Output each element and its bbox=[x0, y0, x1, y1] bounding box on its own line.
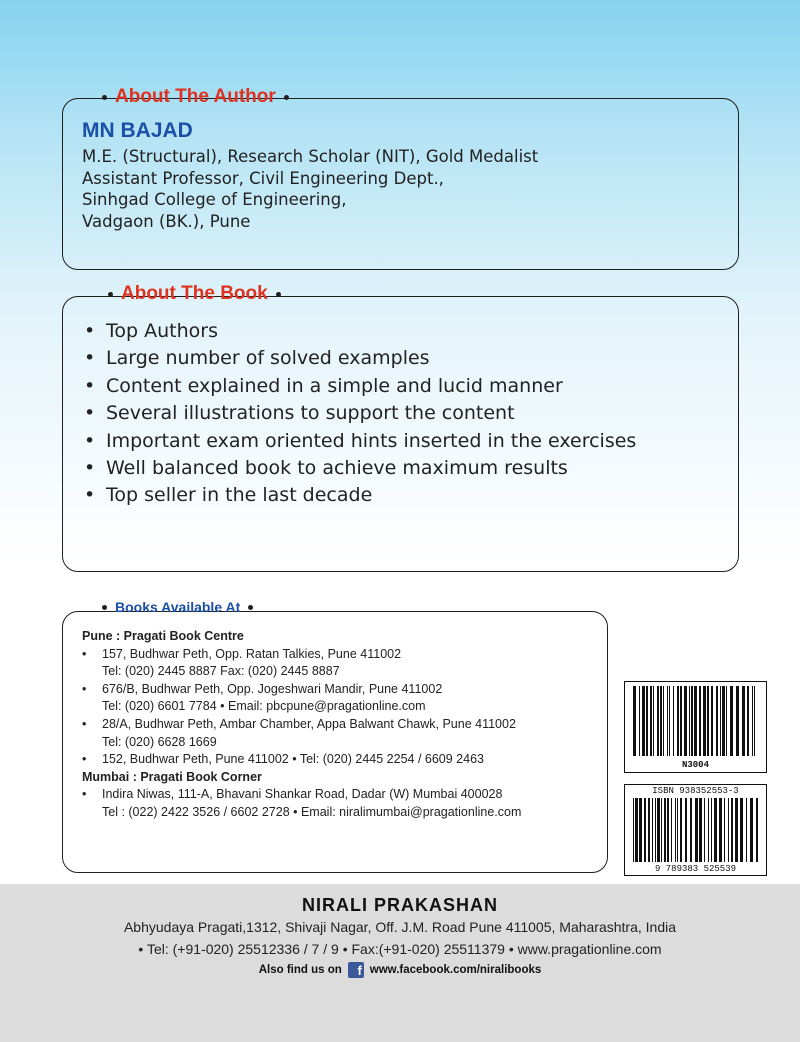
barcode-product bbox=[624, 681, 767, 773]
barcode-bar bbox=[667, 798, 669, 862]
barcode-bar bbox=[694, 686, 697, 756]
barcode-bar bbox=[639, 686, 640, 756]
heading-dot-right bbox=[276, 292, 281, 297]
publisher-address: Abhyudaya Pragati,1312, Shivaji Nagar, Off. J.M. Road Pune 411005, Maharashtra, India bbox=[123, 919, 677, 935]
book-features-list bbox=[84, 318, 636, 510]
author-credential-line: M.E. (Structural), Research Scholar (NIT), Gold Medalist bbox=[82, 147, 539, 166]
barcode-bar bbox=[726, 686, 727, 756]
barcode-bar bbox=[667, 686, 668, 756]
barcode-isbn bbox=[624, 784, 767, 876]
list-item: • 28/A, Budhwar Peth, Ambar Chamber, Appa Balwant Chawk, Pune 411002 bbox=[82, 716, 516, 731]
barcode-bar bbox=[711, 686, 713, 756]
barcode-icon bbox=[631, 686, 760, 756]
barcode-bar bbox=[633, 798, 634, 862]
barcode-bar bbox=[669, 686, 670, 756]
author-credential-line: Vadgaon (BK.), Pune bbox=[82, 211, 251, 231]
barcode-bar bbox=[728, 798, 729, 862]
barcode-bar bbox=[740, 798, 743, 862]
barcode-bar bbox=[742, 686, 745, 756]
barcode-bar bbox=[644, 798, 646, 862]
barcode-bar bbox=[735, 798, 738, 862]
barcode-bar bbox=[720, 686, 721, 756]
publisher-social: Also find us on f www.facebook.com/niralibooks bbox=[258, 963, 542, 978]
about-author-heading: About The Author bbox=[96, 86, 295, 108]
barcode-bar bbox=[663, 686, 664, 756]
barcode-bar bbox=[661, 798, 662, 862]
availability-heading: Books Available At bbox=[96, 599, 259, 615]
barcode-bar bbox=[680, 686, 682, 756]
barcode-bar bbox=[719, 798, 722, 862]
barcode-bar bbox=[648, 798, 650, 862]
list-item: • Indira Niwas, 111-A, Bhavani Shankar Road, Dadar (W) Mumbai 400028 bbox=[82, 787, 503, 802]
barcode-bar bbox=[746, 798, 747, 862]
barcode-bar bbox=[731, 798, 733, 862]
barcode-bar bbox=[756, 798, 758, 862]
barcode-bar bbox=[650, 686, 652, 756]
heading-dot-right bbox=[284, 95, 289, 100]
publisher-contact: • Tel: (+91-020) 25512336 / 7 / 9 • Fax:(+91-020) 25511379 • www.pragationline.com bbox=[138, 941, 662, 957]
barcode-bar bbox=[708, 798, 709, 862]
barcode-bar bbox=[664, 798, 666, 862]
barcode-bar bbox=[657, 798, 660, 862]
barcode-icon bbox=[631, 798, 760, 862]
barcode-bar bbox=[677, 686, 679, 756]
barcode-bar bbox=[685, 798, 687, 862]
barcode-bar bbox=[633, 686, 636, 756]
barcode-bar bbox=[736, 686, 739, 756]
list-item: • Content explained in a simple and lucid manner bbox=[84, 374, 563, 397]
store-contact: Tel : (022) 2422 3526 / 6602 2728 • Email: niralimumbai@pragationline.com bbox=[102, 804, 522, 819]
barcode-bar bbox=[704, 798, 705, 862]
heading-dot-left bbox=[102, 95, 107, 100]
barcode-bar bbox=[750, 798, 753, 862]
barcode-bar bbox=[646, 686, 648, 756]
barcode-bar bbox=[673, 686, 674, 756]
facebook-link[interactable]: www.facebook.com/niralibooks bbox=[369, 964, 542, 976]
list-item: • Several illustrations to support the content bbox=[84, 402, 515, 425]
barcode-bar bbox=[752, 686, 753, 756]
barcode-code: N3004 bbox=[681, 760, 709, 770]
store-contact: Tel: (020) 2445 8887 Fax: (020) 2445 8887 bbox=[102, 664, 340, 679]
barcode-bar bbox=[690, 798, 692, 862]
barcode-bar bbox=[689, 686, 690, 756]
barcode-bar bbox=[699, 798, 702, 862]
about-book-heading: About The Book bbox=[102, 283, 287, 305]
barcode-bar bbox=[639, 798, 642, 862]
author-credentials bbox=[82, 146, 538, 232]
barcode-bar bbox=[642, 686, 645, 756]
publisher-name: NIRALI PRAKASHAN bbox=[302, 895, 498, 915]
heading-dot-left bbox=[108, 292, 113, 297]
barcode-bar bbox=[691, 686, 693, 756]
list-item: • 676/B, Budhwar Peth, Opp. Jogeshwari Mandir, Pune 411002 bbox=[82, 681, 443, 696]
barcode-bar bbox=[671, 798, 672, 862]
list-item: • Large number of solved examples bbox=[84, 347, 430, 370]
barcode-bar bbox=[711, 798, 712, 862]
store-contact: Tel: (020) 6628 1669 bbox=[102, 734, 217, 749]
author-credential-line: Assistant Professor, Civil Engineering Dept., bbox=[82, 168, 444, 188]
barcode-bar bbox=[754, 686, 755, 756]
list-item: • Top Authors bbox=[84, 320, 218, 342]
barcode-bar bbox=[653, 686, 654, 756]
barcode-bar bbox=[675, 798, 676, 862]
barcode-bar bbox=[695, 798, 698, 862]
barcode-bar bbox=[684, 686, 687, 756]
store-contact: Tel: (020) 6601 7784 • Email: pbcpune@pragationline.com bbox=[102, 699, 426, 714]
barcode-bar bbox=[657, 686, 659, 756]
list-item: • 152, Budhwar Peth, Pune 411002 • Tel: (020) 2445 2254 / 6609 2463 bbox=[82, 752, 484, 767]
barcode-bar bbox=[680, 798, 682, 862]
barcode-bar bbox=[655, 798, 656, 862]
barcode-bar bbox=[722, 686, 725, 756]
barcode-bar bbox=[660, 686, 662, 756]
barcode-bar bbox=[677, 798, 678, 862]
barcode-bar bbox=[747, 686, 749, 756]
availability-list bbox=[82, 628, 602, 822]
mumbai-store-title: Mumbai : Pragati Book Corner bbox=[82, 769, 262, 784]
barcode-bar bbox=[714, 798, 717, 862]
author-credential-line: Sinhgad College of Engineering, bbox=[82, 190, 347, 209]
pune-store-title: Pune : Pragati Book Centre bbox=[82, 629, 244, 643]
barcode-bar bbox=[730, 686, 733, 756]
list-item: • 157, Budhwar Peth, Opp. Ratan Talkies, Pune 411002 bbox=[82, 646, 402, 661]
heading-dot-right bbox=[248, 605, 253, 610]
barcode-bar bbox=[716, 686, 718, 756]
author-name: MN BAJAD bbox=[82, 119, 193, 142]
isbn-label: ISBN 938352553-3 bbox=[652, 786, 739, 796]
list-item: • Well balanced book to achieve maximum results bbox=[84, 457, 568, 480]
barcode-bar bbox=[707, 686, 709, 756]
barcode-bar bbox=[652, 798, 653, 862]
isbn-number: 9 789383 525539 bbox=[654, 864, 736, 874]
barcode-bar bbox=[724, 798, 725, 862]
heading-dot-left bbox=[102, 605, 107, 610]
barcode-bar bbox=[635, 798, 638, 862]
facebook-icon: f bbox=[348, 962, 364, 978]
barcode-bar bbox=[699, 686, 701, 756]
list-item: • Top seller in the last decade bbox=[84, 484, 373, 507]
barcode-bar bbox=[703, 686, 706, 756]
list-item: • Important exam oriented hints inserted in the exercises bbox=[84, 429, 637, 452]
